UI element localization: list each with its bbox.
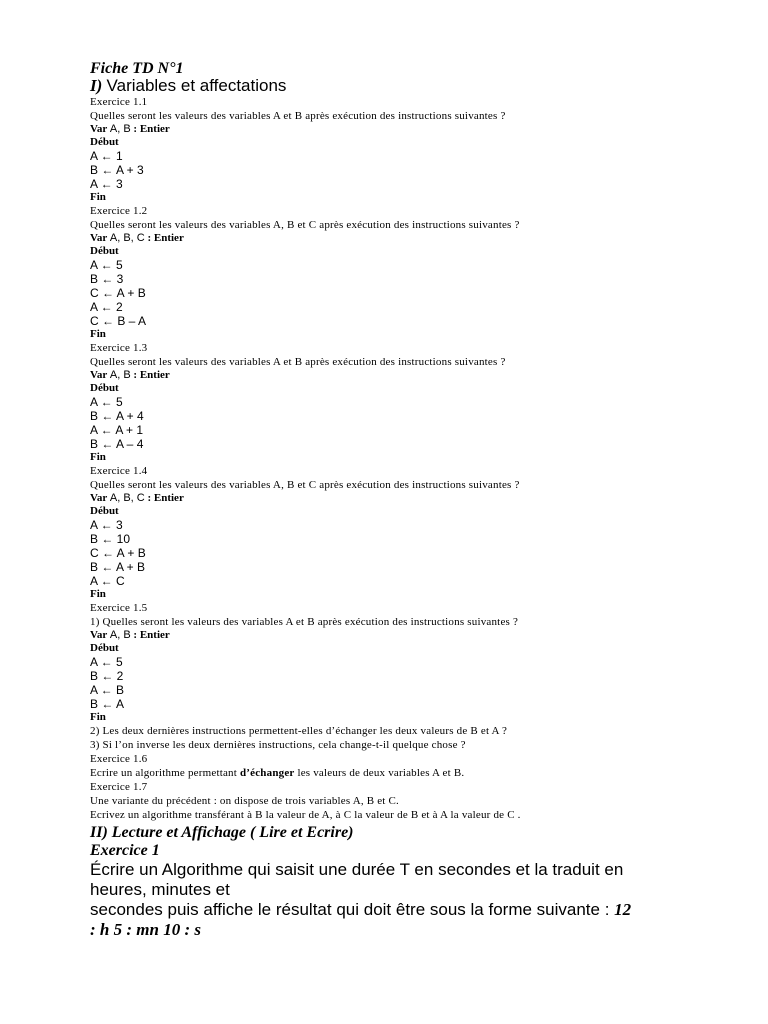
var-keyword: Var — [90, 629, 108, 641]
instruction: A ← 3 — [90, 518, 123, 532]
exercise-1-6-text — [90, 766, 710, 780]
exercise-1-format-example: : h 5 : mn 10 : s — [90, 920, 201, 939]
exercise-1-4-question: Quelles seront les valeurs des variables A, B et C après exécution des instructions suivantes ? — [90, 479, 520, 491]
var-type: : Entier — [133, 369, 170, 381]
instruction: C ← A + B — [90, 546, 146, 560]
exercise-1-7-label: Exercice 1.7 — [90, 781, 148, 793]
instruction: C ← B – A — [90, 314, 147, 328]
exercise-1-1-debut: Début — [90, 136, 119, 148]
instruction: B ← 10 — [90, 532, 131, 546]
instruction: A ← 5 — [90, 395, 123, 409]
instruction: A ← B — [90, 683, 125, 697]
exercise-1-5-question-2: 2) Les deux dernières instructions permettent-elles d’échanger les deux valeurs de B et A ? — [90, 725, 508, 737]
instruction: B ← A + B — [90, 560, 146, 574]
exercise-1-1-question: Quelles seront les valeurs des variables A et B après exécution des instructions suivantes ? — [90, 110, 506, 122]
exercise-1-4-label: Exercice 1.4 — [90, 465, 148, 477]
exercise-1-3-var-declaration — [90, 369, 710, 382]
exercise-1-1-label: Exercice 1.1 — [90, 96, 148, 108]
instruction: A ← 1 — [90, 149, 123, 163]
var-keyword: Var — [90, 492, 108, 504]
exercise-1-3-fin: Fin — [90, 451, 106, 463]
exercise-1-1-fin: Fin — [90, 191, 106, 203]
exercise-1-5-question-3: 3) Si l’on inverse les deux dernières instructions, cela change-t-il quelque chose ? — [90, 739, 466, 751]
var-names: A, B, C — [109, 492, 145, 504]
exercise-1-4-fin: Fin — [90, 588, 106, 600]
exercise-1-5-var-declaration — [90, 629, 710, 642]
var-keyword: Var — [90, 369, 108, 381]
instruction: C ← A + B — [90, 286, 146, 300]
instruction: A ← 2 — [90, 300, 123, 314]
exercise-1-4-debut: Début — [90, 505, 119, 517]
exercise-1-7-line-2: Ecrivez un algorithme transférant à B la valeur de A, à C la valeur de B et à A la valeur de C . — [90, 809, 521, 821]
exercise-1-5-fin: Fin — [90, 711, 106, 723]
exercise-1-line-3-text: secondes puis affiche le résultat qui doit être sous la forme suivante : — [90, 900, 615, 919]
section-1-number: I) — [90, 76, 103, 95]
section-2-heading: II) Lecture et Affichage ( Lire et Ecrire) — [90, 824, 354, 841]
exercise-1-line-3 — [90, 900, 710, 920]
exercise-1-2-debut: Début — [90, 245, 119, 257]
exercise-1-heading: Exercice 1 — [90, 842, 160, 859]
exercise-1-6-label: Exercice 1.6 — [90, 753, 148, 765]
instruction: A ← 5 — [90, 258, 123, 272]
exercise-1-7-line-1: Une variante du précédent : on dispose de trois variables A, B et C. — [90, 795, 399, 807]
exercise-1-6-text-before: Ecrire un algorithme permettant — [90, 767, 240, 779]
exercise-1-line-2: heures, minutes et — [90, 880, 230, 899]
exercise-1-5-question: 1) Quelles seront les valeurs des variables A et B après exécution des instructions suivantes ? — [90, 616, 519, 628]
exercise-1-line-3-tail: 12 — [614, 900, 632, 919]
exercise-1-5-label: Exercice 1.5 — [90, 602, 148, 614]
exercise-1-3-label: Exercice 1.3 — [90, 342, 148, 354]
instruction: A ← C — [90, 574, 125, 588]
exercise-1-1-var-declaration — [90, 123, 710, 136]
instruction: B ← 2 — [90, 669, 124, 683]
document-page — [90, 60, 710, 940]
exercise-1-4-var-declaration — [90, 492, 710, 505]
var-keyword: Var — [90, 232, 108, 244]
var-names: A, B — [109, 123, 131, 135]
var-type: : Entier — [133, 123, 170, 135]
var-names: A, B — [109, 369, 131, 381]
section-1-label: Variables et affectations — [106, 76, 287, 95]
instruction: B ← A + 3 — [90, 163, 144, 177]
instruction: A ← 3 — [90, 177, 123, 191]
var-type: : Entier — [147, 492, 184, 504]
instruction: B ← A — [90, 697, 125, 711]
exercise-1-2-fin: Fin — [90, 328, 106, 340]
exercise-1-line-4 — [90, 920, 710, 940]
var-type: : Entier — [133, 629, 170, 641]
exercise-1-2-var-declaration — [90, 232, 710, 245]
instruction: B ← 3 — [90, 272, 124, 286]
exercise-1-2-label: Exercice 1.2 — [90, 205, 148, 217]
exercise-1-line-1: Écrire un Algorithme qui saisit une durée T en secondes et la traduit en — [90, 860, 624, 879]
var-keyword: Var — [90, 123, 108, 135]
var-names: A, B — [109, 629, 131, 641]
instruction: B ← A – 4 — [90, 437, 144, 451]
document-title: Fiche TD N°1 — [90, 60, 184, 77]
instruction: A ← 5 — [90, 655, 123, 669]
exercise-1-6-text-bold: d’échanger — [239, 767, 295, 779]
section-1-heading — [90, 77, 710, 95]
instruction: A ← A + 1 — [90, 423, 144, 437]
var-type: : Entier — [147, 232, 184, 244]
exercise-1-3-debut: Début — [90, 382, 119, 394]
var-names: A, B, C — [109, 232, 145, 244]
instruction: B ← A + 4 — [90, 409, 144, 423]
exercise-1-5-debut: Début — [90, 642, 119, 654]
exercise-1-2-question: Quelles seront les valeurs des variables A, B et C après exécution des instructions suivantes ? — [90, 219, 520, 231]
exercise-1-6-text-after: les valeurs de deux variables A et B. — [294, 767, 465, 779]
exercise-1-3-question: Quelles seront les valeurs des variables A et B après exécution des instructions suivantes ? — [90, 356, 506, 368]
